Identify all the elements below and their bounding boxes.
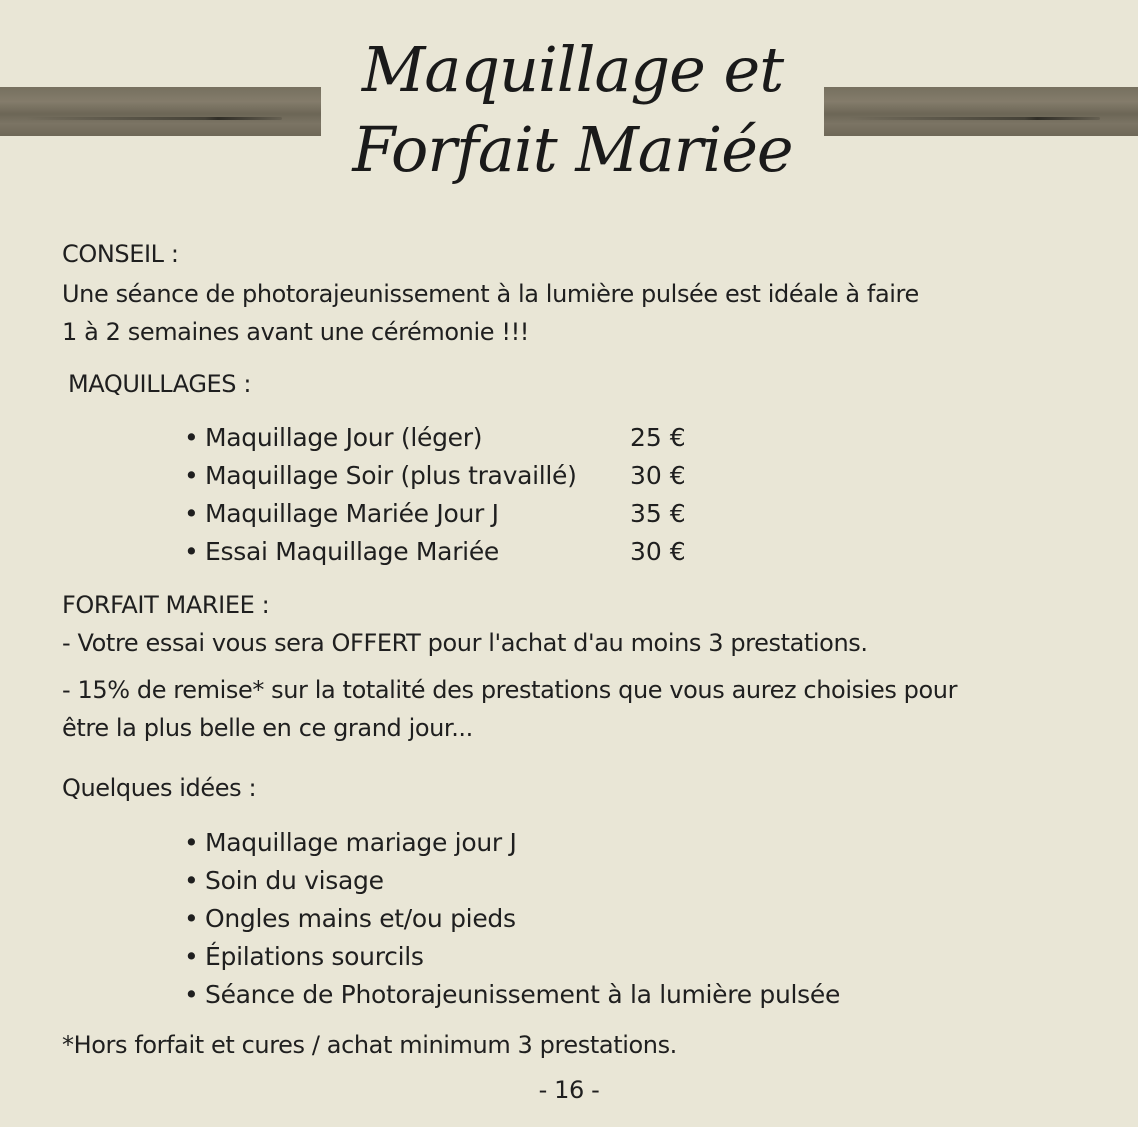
idea-list-item	[184, 942, 424, 972]
price-list-item	[184, 499, 499, 529]
bullet-icon: •	[184, 904, 199, 933]
item-label: Maquillage Mariée Jour J	[205, 499, 499, 528]
price-list-item	[184, 461, 577, 491]
idea-label: Épilations sourcils	[205, 942, 424, 971]
title-line-1: Maquillage et	[361, 33, 784, 106]
item-label: Maquillage Soir (plus travaillé)	[205, 461, 577, 490]
bullet-icon: •	[184, 423, 199, 452]
item-price: 30 €	[630, 461, 686, 490]
title-line-2: Forfait Mariée	[352, 113, 793, 186]
bullet-icon: •	[184, 537, 199, 566]
conseil-text-line-2: 1 à 2 semaines avant une cérémonie !!!	[62, 318, 530, 346]
bullet-icon: •	[184, 828, 199, 857]
price-list-item	[184, 537, 499, 567]
idea-list-item	[184, 828, 517, 858]
forfait-heading: FORFAIT MARIEE :	[62, 591, 270, 619]
item-label: Essai Maquillage Mariée	[205, 537, 499, 566]
conseil-heading: CONSEIL :	[62, 240, 179, 268]
footnote: *Hors forfait et cures / achat minimum 3 prestations.	[62, 1031, 677, 1059]
idea-list-item	[184, 866, 384, 896]
item-label: Maquillage Jour (léger)	[205, 423, 483, 452]
bullet-icon: •	[184, 866, 199, 895]
idees-heading: Quelques idées :	[62, 774, 257, 802]
conseil-text-line-1: Une séance de photorajeunissement à la lumière pulsée est idéale à faire	[62, 280, 919, 308]
item-price: 35 €	[630, 499, 686, 528]
wood-banner-left	[0, 87, 321, 136]
page-number: - 16 -	[538, 1076, 600, 1104]
forfait-text-line-1: - Votre essai vous sera OFFERT pour l'achat d'au moins 3 prestations.	[62, 629, 868, 657]
price-list-item	[184, 423, 482, 453]
wood-banner-right	[824, 87, 1138, 136]
idea-label: Ongles mains et/ou pieds	[205, 904, 516, 933]
idea-list-item	[184, 980, 840, 1010]
page-title	[321, 30, 824, 190]
idea-list-item	[184, 904, 516, 934]
item-price: 30 €	[630, 537, 686, 566]
bullet-icon: •	[184, 942, 199, 971]
idea-label: Soin du visage	[205, 866, 384, 895]
item-price: 25 €	[630, 423, 686, 452]
bullet-icon: •	[184, 980, 199, 1009]
forfait-text-line-3: être la plus belle en ce grand jour...	[62, 714, 473, 742]
bullet-icon: •	[184, 461, 199, 490]
forfait-text-line-2: - 15% de remise* sur la totalité des prestations que vous aurez choisies pour	[62, 676, 958, 704]
maquillages-heading: MAQUILLAGES :	[68, 370, 252, 398]
bullet-icon: •	[184, 499, 199, 528]
idea-label: Séance de Photorajeunissement à la lumière pulsée	[205, 980, 841, 1009]
idea-label: Maquillage mariage jour J	[205, 828, 517, 857]
